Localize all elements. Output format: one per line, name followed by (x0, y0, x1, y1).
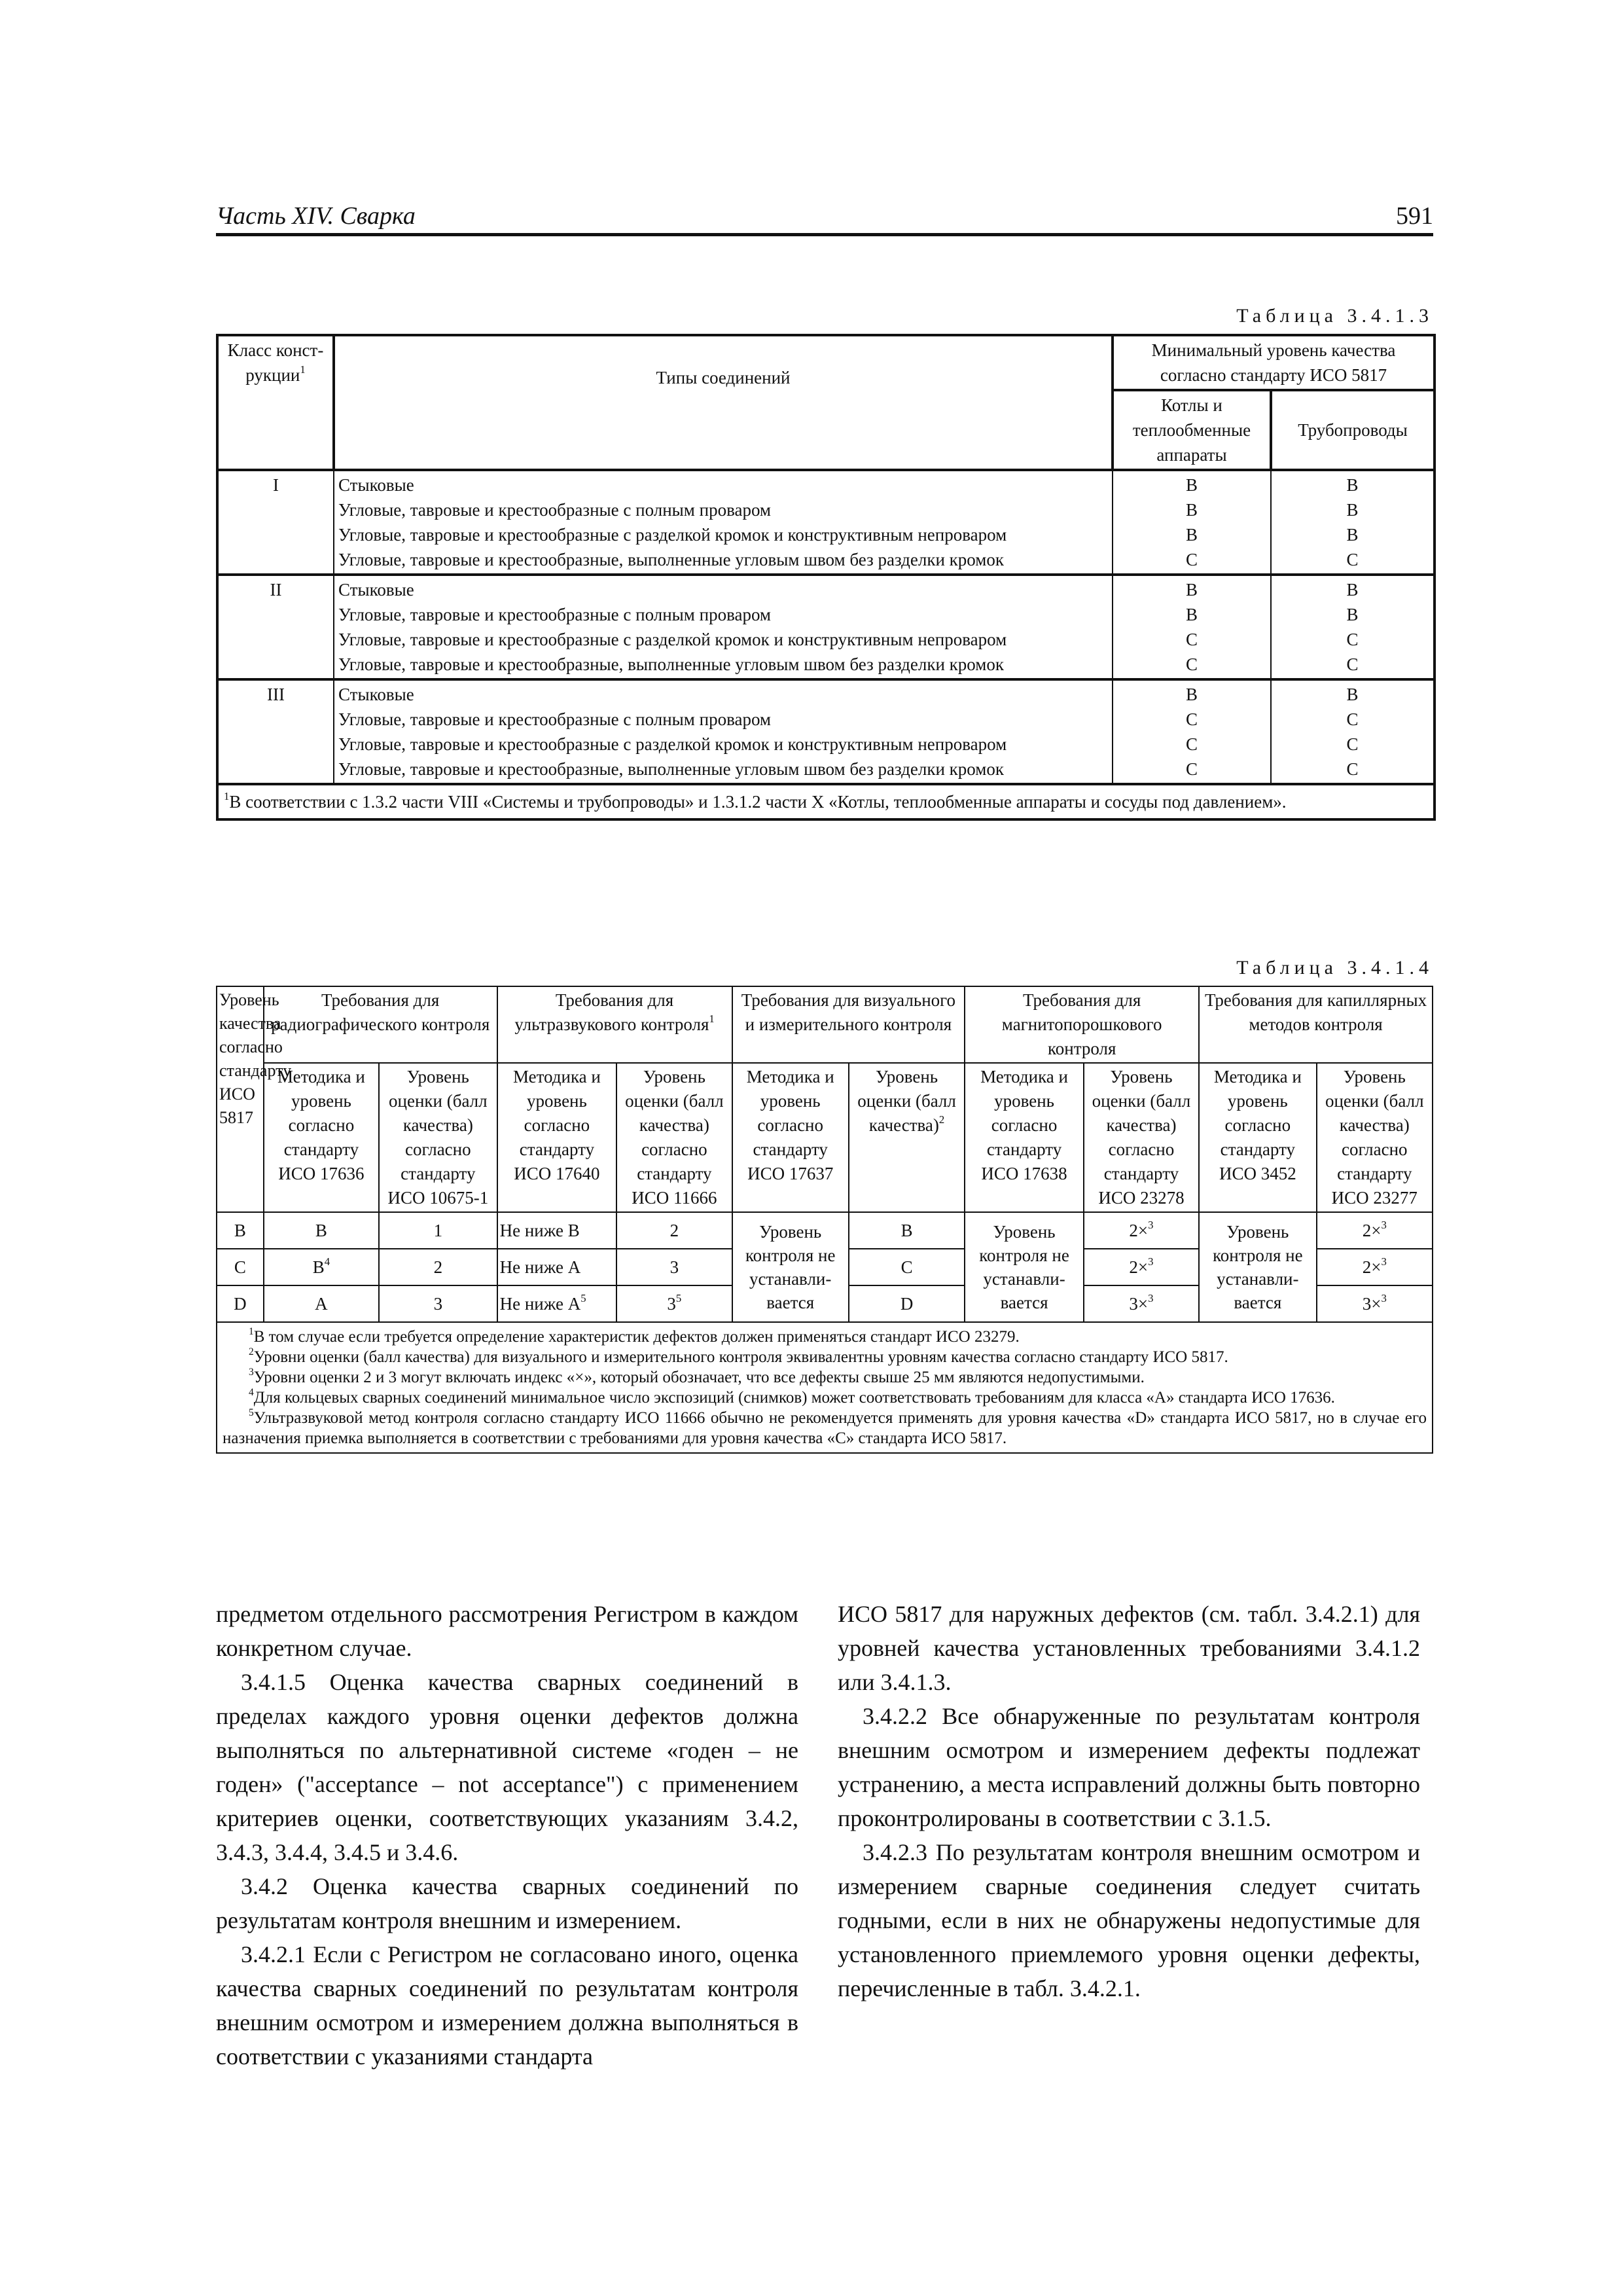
pipes-cell (1271, 575, 1435, 679)
type-line: Угловые, тавровые и крестообразные, выполненные угловым швом без разделки кромок (338, 550, 1004, 569)
subheader-rad-method: Методика и уровень согласно стандарту ИСО 17636 (264, 1063, 379, 1212)
ut-method-cell: Не ниже $A^5$ (497, 1285, 617, 1322)
body-column-right (838, 1597, 1420, 2005)
type-line: Угловые, тавровые и крестообразные с полным проваром (338, 709, 772, 729)
quality-level: B (1185, 500, 1198, 520)
page-number: 591 (1396, 202, 1433, 230)
type-line: Угловые, тавровые и крестообразные, выполненные угловым швом без разделки кромок (338, 759, 1004, 779)
paragraph: 3.4.2 Оценка качества сварных соединений по результатам контроля внешним и измерением. (216, 1873, 798, 1933)
rad-method-cell: B (264, 1212, 379, 1249)
class-cell: II (217, 575, 334, 679)
level-cell: B (217, 1212, 264, 1249)
table-row (217, 470, 1435, 575)
vis-score-cell: B (849, 1212, 965, 1249)
pipes-cell (1271, 470, 1435, 575)
header-radiographic: Требования для радиографического контроля (264, 986, 497, 1063)
pt-score-cell: 3×$^3$ (1317, 1285, 1433, 1322)
header-min-quality: Минимальный уровень качества согласно стандарту ИСО 5817 (1113, 335, 1435, 390)
pipes-cell (1271, 679, 1435, 784)
type-line: Угловые, тавровые и крестообразные с полным проваром (338, 500, 772, 520)
rad-method-cell: $B^4$ (264, 1249, 379, 1285)
running-header (216, 196, 1433, 236)
level-cell: C (217, 1249, 264, 1285)
quality-level: C (1185, 709, 1198, 729)
rad-method-cell: A (264, 1285, 379, 1322)
quality-level: B (1185, 475, 1198, 495)
header-types: Типы соединений (334, 335, 1113, 470)
subheader-pt-score: Уровень оценки (балл качества) согласно стандарту ИСО 23277 (1317, 1063, 1433, 1212)
table1-body (217, 470, 1435, 784)
class-cell: III (217, 679, 334, 784)
paragraph: 3.4.2.1 Если с Регистром не согласовано иного, оценка качества сварных соединений по результатам контроля внешним осмотром и измерением должна выполняться в соответствии с указаниями стандарта (216, 1941, 798, 2070)
pt-method-merged: Уровень контроля не устанавли-вается (1199, 1212, 1316, 1322)
subheader-pt-method: Методика и уровень согласно стандарту ИСО 3452 (1199, 1063, 1316, 1212)
ut-method-cell: Не ниже A (497, 1249, 617, 1285)
quality-level: C (1346, 734, 1359, 754)
types-cell (334, 679, 1113, 784)
subheader-mt-method: Методика и уровень согласно стандарту ИСО 17638 (965, 1063, 1084, 1212)
rad-score-cell: 3 (379, 1285, 497, 1322)
paragraph: 3.4.2.3 По результатам контроля внешним осмотром и измерением сварные соединения следует считать годными, если в них не обнаружены недопустимые для установленного приемлемого уровня оценки дефекты, перечисленные в табл. 3.4.2.1. (838, 1839, 1420, 2001)
vis-score-cell: D (849, 1285, 965, 1322)
type-line: Угловые, тавровые и крестообразные с разделкой кромок и конструктивным непроваром (338, 525, 1007, 545)
type-line: Угловые, тавровые и крестообразные с разделкой кромок и конструктивным непроваром (338, 734, 1007, 754)
quality-level: C (1346, 709, 1359, 729)
header-level: Уровень качества согласно стандарту ИСО 5817 (217, 986, 264, 1212)
quality-level: C (1346, 759, 1359, 779)
paragraph: ИСО 5817 для наружных дефектов (см. табл. 3.4.2.1) для уровней качества установленных требованиями 3.4.1.2 или 3.4.1.3. (838, 1601, 1420, 1695)
paragraph: 3.4.1.5 Оценка качества сварных соединений в пределах каждого уровня оценки дефектов должна выполняться по альтернативной системе «годен – не годен» ("acceptance – not acceptance") с применением критериев оценки, соответствующих указаниям 3.4.2, 3.4.3, 3.4.4, 3.4.5 и 3.4.6. (216, 1669, 798, 1865)
ut-score-cell: 3 (616, 1249, 732, 1285)
types-cell (334, 470, 1113, 575)
boilers-cell (1113, 679, 1271, 784)
footnote-list (223, 1327, 1427, 1448)
mt-score-cell: 2×$^3$ (1084, 1212, 1199, 1249)
types-cell (334, 575, 1113, 679)
paragraph: 3.4.2.2 Все обнаруженные по результатам контроля внешним осмотром и измерением дефекты подлежат устранению, а места исправлений должны быть повторно проконтролированы в соответствии с 3.1.5. (838, 1703, 1420, 1831)
table-row (217, 575, 1435, 679)
quality-level: B (1346, 685, 1359, 704)
quality-level: B (1185, 525, 1198, 545)
subheader-vis-score: Уровень оценки (балл качества)$^2$ (849, 1063, 965, 1212)
table2-body (217, 1212, 1433, 1322)
quality-level: B (1346, 475, 1359, 495)
footnote: $^3$Уровни оценки 2 и 3 могут включать индекс «×», который обозначает, что все дефекты свыше 25 мм являются недопустимыми. (249, 1366, 1145, 1386)
table2-footnotes (217, 1322, 1433, 1453)
paragraph: предметом отдельного рассмотрения Регистром в каждом конкретном случае. (216, 1601, 798, 1661)
type-line: Стыковые (338, 685, 414, 704)
pt-score-cell: 2×$^3$ (1317, 1249, 1433, 1285)
pt-score-cell: 2×$^3$ (1317, 1212, 1433, 1249)
ut-method-cell: Не ниже B (497, 1212, 617, 1249)
quality-level: C (1185, 655, 1198, 674)
type-line: Стыковые (338, 580, 414, 600)
subheader-ut-score: Уровень оценки (балл качества) согласно стандарту ИСО 11666 (616, 1063, 732, 1212)
footnote: $^2$Уровни оценки (балл качества) для визуального и измерительного контроля эквивалентны уровням качества согласно стандарту ИСО 5817. (249, 1346, 1228, 1366)
level-cell: D (217, 1285, 264, 1322)
table-3-4-1-3 (216, 334, 1436, 821)
type-line: Угловые, тавровые и крестообразные, выполненные угловым швом без разделки кромок (338, 655, 1004, 674)
header-pipes: Трубопроводы (1271, 390, 1435, 470)
quality-level: B (1346, 605, 1359, 624)
subheader-vis-method: Методика и уровень согласно стандарту ИСО 17637 (732, 1063, 849, 1212)
type-line: Угловые, тавровые и крестообразные с разделкой кромок и конструктивным непроваром (338, 630, 1007, 649)
table-row (217, 1212, 1433, 1249)
quality-level: C (1185, 734, 1198, 754)
quality-level: B (1185, 580, 1198, 600)
rad-score-cell: 2 (379, 1249, 497, 1285)
subheader-ut-method: Методика и уровень согласно стандарту ИСО 17640 (497, 1063, 617, 1212)
table1-footnote: $^1$В соответствии с 1.3.2 части VIII «Системы и трубопроводы» и 1.3.1.2 части X «Котлы, теплообменные аппараты и сосуды под давлением». (217, 784, 1435, 819)
mt-score-cell: 2×$^3$ (1084, 1249, 1199, 1285)
ut-score-cell: $3^5$ (616, 1285, 732, 1322)
header-ultrasonic: Требования для ультразвукового контроля$^1$ (497, 986, 732, 1063)
class-cell: I (217, 470, 334, 575)
boilers-cell (1113, 470, 1271, 575)
header-capillary: Требования для капиллярных методов контроля (1199, 986, 1433, 1063)
vis-score-cell: C (849, 1249, 965, 1285)
section-title: Часть XIV. Сварка (216, 202, 416, 230)
footnote: $^1$В том случае если требуется определение характеристик дефектов должен применяться стандарт ИСО 23279. (249, 1325, 1020, 1346)
quality-level: C (1346, 550, 1359, 569)
header-class: Класс конст-рукции$^1$ (217, 335, 334, 470)
type-line: Угловые, тавровые и крестообразные с полным проваром (338, 605, 772, 624)
table-3-4-1-4 (216, 986, 1433, 1454)
mt-method-merged: Уровень контроля не устанавли-вается (965, 1212, 1084, 1322)
subheader-rad-score: Уровень оценки (балл качества) согласно стандарту ИСО 10675-1 (379, 1063, 497, 1212)
table-caption-3-4-1-4: Таблица 3.4.1.4 (1236, 957, 1433, 978)
quality-level: B (1346, 580, 1359, 600)
footnote: $^5$Ультразвуковой метод контроля согласно стандарту ИСО 11666 обычно не рекомендуется применять для уровня качества «D» стандарта ИСО 5817, но в случае его назначения приемка выполняется в соответствии с требованиями для уровня качества «C» стандарта ИСО 5817. (223, 1407, 1427, 1447)
quality-level: B (1185, 685, 1198, 704)
quality-level: C (1185, 759, 1198, 779)
vis-method-merged: Уровень контроля не устанавли-вается (732, 1212, 849, 1322)
quality-level: C (1185, 550, 1198, 569)
header-boilers: Котлы и теплообменные аппараты (1113, 390, 1271, 470)
type-line: Стыковые (338, 475, 414, 495)
quality-level: B (1346, 500, 1359, 520)
quality-level: B (1185, 605, 1198, 624)
quality-level: C (1185, 630, 1198, 649)
ut-score-cell: 2 (616, 1212, 732, 1249)
header-visual: Требования для визуального и измерительного контроля (732, 986, 965, 1063)
quality-level: C (1346, 655, 1359, 674)
table-row (217, 679, 1435, 784)
footnote: $^4$Для кольцевых сварных соединений минимальное число экспозиций (снимков) может соответствовать требованиям для класса «A» стандарта ИСО 17636. (249, 1386, 1335, 1407)
quality-level: C (1346, 630, 1359, 649)
table-caption-3-4-1-3: Таблица 3.4.1.3 (1236, 305, 1433, 327)
body-column-left (216, 1597, 798, 2073)
mt-score-cell: 3×$^3$ (1084, 1285, 1199, 1322)
quality-level: B (1346, 525, 1359, 545)
boilers-cell (1113, 575, 1271, 679)
rad-score-cell: 1 (379, 1212, 497, 1249)
subheader-mt-score: Уровень оценки (балл качества) согласно стандарту ИСО 23278 (1084, 1063, 1199, 1212)
header-magnetic: Требования для магнитопорошкового контроля (965, 986, 1199, 1063)
